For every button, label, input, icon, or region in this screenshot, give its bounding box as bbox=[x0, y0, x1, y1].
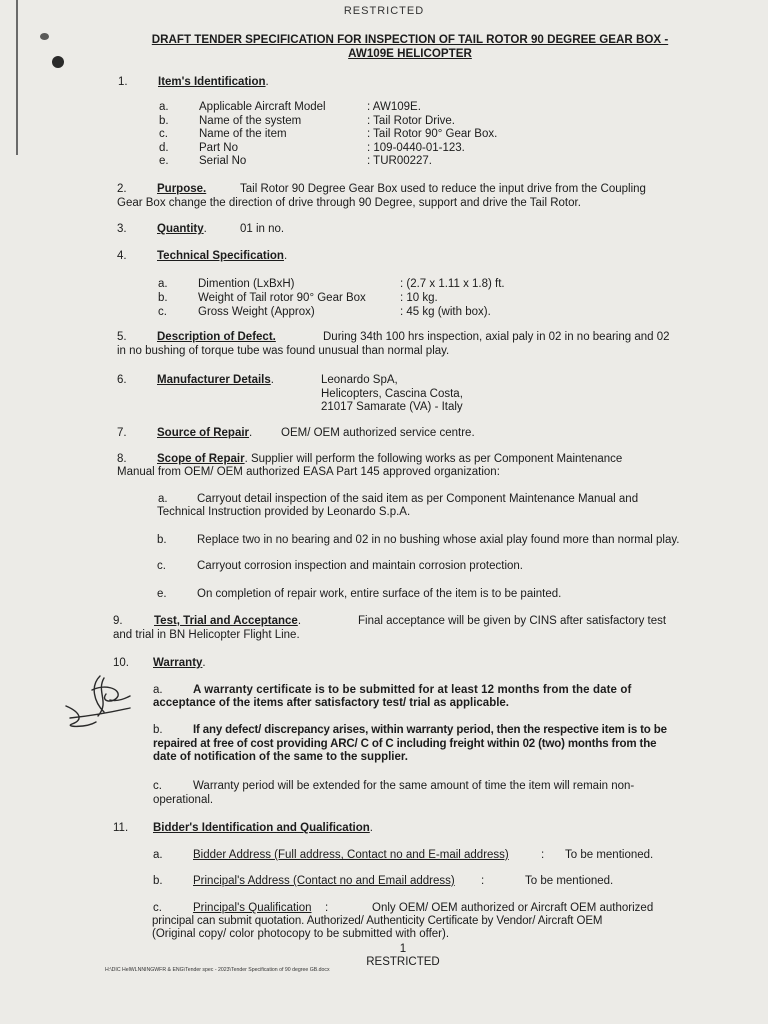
s11-a-value: To be mentioned. bbox=[565, 849, 654, 861]
s1-c-letter: c. bbox=[159, 128, 168, 140]
section-7-heading: Source of Repair bbox=[157, 427, 250, 439]
s11-c-line3: (Original copy/ color photocopy to be submitted with offer). bbox=[152, 928, 450, 940]
s1-d-label: Part No bbox=[199, 142, 238, 154]
section-3-text: 01 in no. bbox=[240, 223, 285, 235]
section-5-line1: During 34th 100 hrs inspection, axial paly in 02 in no bearing and 02 bbox=[323, 331, 670, 343]
section-9-line1: Final acceptance will be given by CINS after satisfactory test bbox=[358, 615, 667, 627]
section-6-heading: Manufacturer Details bbox=[157, 374, 271, 386]
section-1-heading-dot: . bbox=[265, 76, 269, 88]
section-4-heading: Technical Specification bbox=[157, 250, 284, 262]
s11-c-letter: c. bbox=[153, 902, 162, 914]
section-3-heading: Quantity bbox=[157, 223, 204, 235]
section-8-number: 8. bbox=[117, 453, 127, 465]
s10-b-line2: repaired at free of cost providing ARC/ C of C including freight within 02 (two) months from the bbox=[153, 738, 657, 750]
s4-a-label: Dimention (LxBxH) bbox=[198, 278, 295, 290]
section-9-number: 9. bbox=[113, 615, 123, 627]
s11-b-value: To be mentioned. bbox=[525, 875, 614, 887]
section-2-heading: Purpose. bbox=[157, 183, 207, 195]
s8-b-text: Replace two in no bearing and 02 in no bushing whose axial play found more than normal play. bbox=[197, 534, 680, 546]
section-2-line2: Gear Box change the direction of drive through 90 Degree, support and drive the Tail Rotor. bbox=[117, 197, 581, 209]
section-11-heading: Bidder's Identification and Qualification bbox=[153, 822, 370, 834]
s11-c-label: Principal's Qualification bbox=[193, 902, 312, 914]
section-9-heading: Test, Trial and Acceptance bbox=[154, 615, 298, 627]
s1-e-label: Serial No bbox=[199, 155, 247, 167]
top-restricted-mark: RESTRICTED bbox=[343, 5, 425, 17]
section-3-heading-dot: . bbox=[203, 223, 207, 235]
section-11-number: 11. bbox=[113, 822, 129, 834]
s11-c-colon: : bbox=[325, 902, 329, 914]
section-5-number: 5. bbox=[117, 331, 127, 343]
s10-b-line3: date of notification of the same to the supplier. bbox=[153, 751, 408, 763]
s4-b-label: Weight of Tail rotor 90° Gear Box bbox=[198, 292, 366, 304]
s8-a-line1: Carryout detail inspection of the said item as per Component Maintenance Manual and bbox=[197, 493, 639, 505]
section-1-heading-wrap bbox=[158, 75, 269, 89]
section-11-heading-wrap bbox=[153, 821, 373, 835]
s10-a-line2: acceptance of the items after satisfactory test/ trial as applicable. bbox=[153, 697, 510, 709]
section-3-number: 3. bbox=[117, 223, 127, 235]
section-11-heading-dot: . bbox=[369, 822, 373, 834]
section-7-heading-dot: . bbox=[249, 427, 253, 439]
s1-b-value: : Tail Rotor Drive. bbox=[367, 115, 455, 127]
section-6-number: 6. bbox=[117, 374, 127, 386]
section-7-number: 7. bbox=[117, 427, 127, 439]
s8-c-text: Carryout corrosion inspection and maintain corrosion protection. bbox=[197, 560, 523, 572]
section-7-text: OEM/ OEM authorized service centre. bbox=[281, 427, 475, 439]
s1-d-letter: d. bbox=[159, 142, 169, 154]
handwritten-signature bbox=[60, 672, 136, 734]
section-1-heading: Item's Identification bbox=[158, 76, 266, 88]
s11-c-line1: Only OEM/ OEM authorized or Aircraft OEM authorized bbox=[372, 902, 654, 914]
s4-c-label: Gross Weight (Approx) bbox=[198, 306, 315, 318]
section-8-line1-wrap bbox=[157, 452, 622, 466]
s4-b-value: : 10 kg. bbox=[400, 292, 438, 304]
footer-restricted-mark: RESTRICTED bbox=[366, 956, 440, 968]
s10-c-letter: c. bbox=[153, 780, 162, 792]
s4-a-value: : (2.7 x 1.11 x 1.8) ft. bbox=[400, 278, 505, 290]
s8-a-letter: a. bbox=[158, 493, 168, 505]
s1-a-label: Applicable Aircraft Model bbox=[199, 101, 326, 113]
page-number: 1 bbox=[399, 943, 407, 955]
s11-b-colon: : bbox=[481, 875, 485, 887]
s8-e-text: On completion of repair work, entire surface of the item is to be painted. bbox=[197, 588, 562, 600]
s10-c-line2: operational. bbox=[153, 794, 214, 806]
s11-a-colon: : bbox=[541, 849, 545, 861]
section-5-line2: in no bushing of torque tube was found unusual than normal play. bbox=[117, 345, 450, 357]
s1-a-letter: a. bbox=[159, 101, 169, 113]
section-10-heading: Warranty bbox=[153, 657, 203, 669]
s1-e-letter: e. bbox=[159, 155, 169, 167]
s1-e-value: : TUR00227. bbox=[367, 155, 432, 167]
s1-c-value: : Tail Rotor 90° Gear Box. bbox=[367, 128, 498, 140]
s11-b-label: Principal's Address (Contact no and Email address) bbox=[193, 875, 455, 887]
section-2-line1: Tail Rotor 90 Degree Gear Box used to reduce the input drive from the Coupling bbox=[240, 183, 646, 195]
section-1-number: 1. bbox=[118, 76, 128, 88]
section-9-line2: and trial in BN Helicopter Flight Line. bbox=[113, 629, 300, 641]
section-6-heading-dot: . bbox=[270, 374, 274, 386]
section-5-heading: Description of Defect. bbox=[157, 331, 276, 343]
s4-c-letter: c. bbox=[158, 306, 167, 318]
s1-b-label: Name of the system bbox=[199, 115, 302, 127]
s10-c-line1: Warranty period will be extended for the same amount of time the item will remain non- bbox=[193, 780, 635, 792]
s4-c-value: : 45 kg (with box). bbox=[400, 306, 491, 318]
s1-b-letter: b. bbox=[159, 115, 169, 127]
manufacturer-line-3: 21017 Samarate (VA) - Italy bbox=[321, 401, 463, 413]
section-4-heading-dot: . bbox=[283, 250, 288, 262]
manufacturer-line-2: Helicopters, Cascina Costa, bbox=[321, 388, 463, 400]
s1-a-value: : AW109E. bbox=[367, 101, 421, 113]
s8-e-letter: e. bbox=[157, 588, 167, 600]
s8-b-letter: b. bbox=[157, 534, 167, 546]
s1-c-label: Name of the item bbox=[199, 128, 287, 140]
document-title-line1: DRAFT TENDER SPECIFICATION FOR INSPECTION OF TAIL ROTOR 90 DEGREE GEAR BOX - bbox=[151, 33, 669, 46]
section-10-heading-dot: . bbox=[202, 657, 206, 669]
section-4-heading-wrap bbox=[157, 249, 287, 263]
section-8-line2: Manual from OEM/ OEM authorized EASA Part 145 approved organization: bbox=[117, 466, 500, 478]
section-10-number: 10. bbox=[113, 657, 129, 669]
s10-b-letter: b. bbox=[153, 724, 163, 736]
s10-a-line1: A warranty certificate is to be submitted for at least 12 months from the date of bbox=[193, 684, 632, 696]
document-title-line2: AW109E HELICOPTER bbox=[348, 47, 472, 60]
s11-a-letter: a. bbox=[153, 849, 163, 861]
section-6-heading-wrap bbox=[157, 373, 274, 387]
s10-a-letter: a. bbox=[153, 684, 163, 696]
manufacturer-line-1: Leonardo SpA, bbox=[321, 374, 398, 386]
s8-a-line2: Technical Instruction provided by Leonardo S.p.A. bbox=[157, 506, 411, 518]
s4-b-letter: b. bbox=[158, 292, 168, 304]
s11-a-label: Bidder Address (Full address, Contact no and E-mail address) bbox=[193, 849, 509, 861]
s10-b-line1: If any defect/ discrepancy arises, within warranty period, then the respective item is to be bbox=[193, 724, 667, 736]
section-9-heading-dot: . bbox=[297, 615, 302, 627]
section-2-number: 2. bbox=[117, 183, 127, 195]
s11-c-line2: principal can submit quotation. Authorized/ Authenticity Certificate by Vendor/ Aircraft OEM bbox=[152, 915, 603, 927]
section-10-heading-wrap bbox=[153, 656, 206, 670]
section-4-number: 4. bbox=[117, 250, 127, 262]
section-7-heading-wrap bbox=[157, 426, 252, 440]
section-8-line1: . Supplier will perform the following works as per Component Maintenance bbox=[244, 453, 623, 465]
page-edge-shadow bbox=[16, 0, 18, 155]
s11-b-letter: b. bbox=[153, 875, 163, 887]
s4-a-letter: a. bbox=[158, 278, 168, 290]
section-3-heading-wrap bbox=[157, 222, 207, 236]
section-8-heading: Scope of Repair bbox=[157, 453, 245, 465]
s8-c-letter: c. bbox=[157, 560, 166, 572]
s1-d-value: : 109-0440-01-123. bbox=[367, 142, 465, 154]
file-path-footer: H:\DIC HelWLNNINGWFR & ENG\Tender spec - 2023\Tender Specification of 90 degree GB.docx bbox=[105, 967, 330, 973]
section-9-heading-wrap bbox=[154, 614, 301, 628]
